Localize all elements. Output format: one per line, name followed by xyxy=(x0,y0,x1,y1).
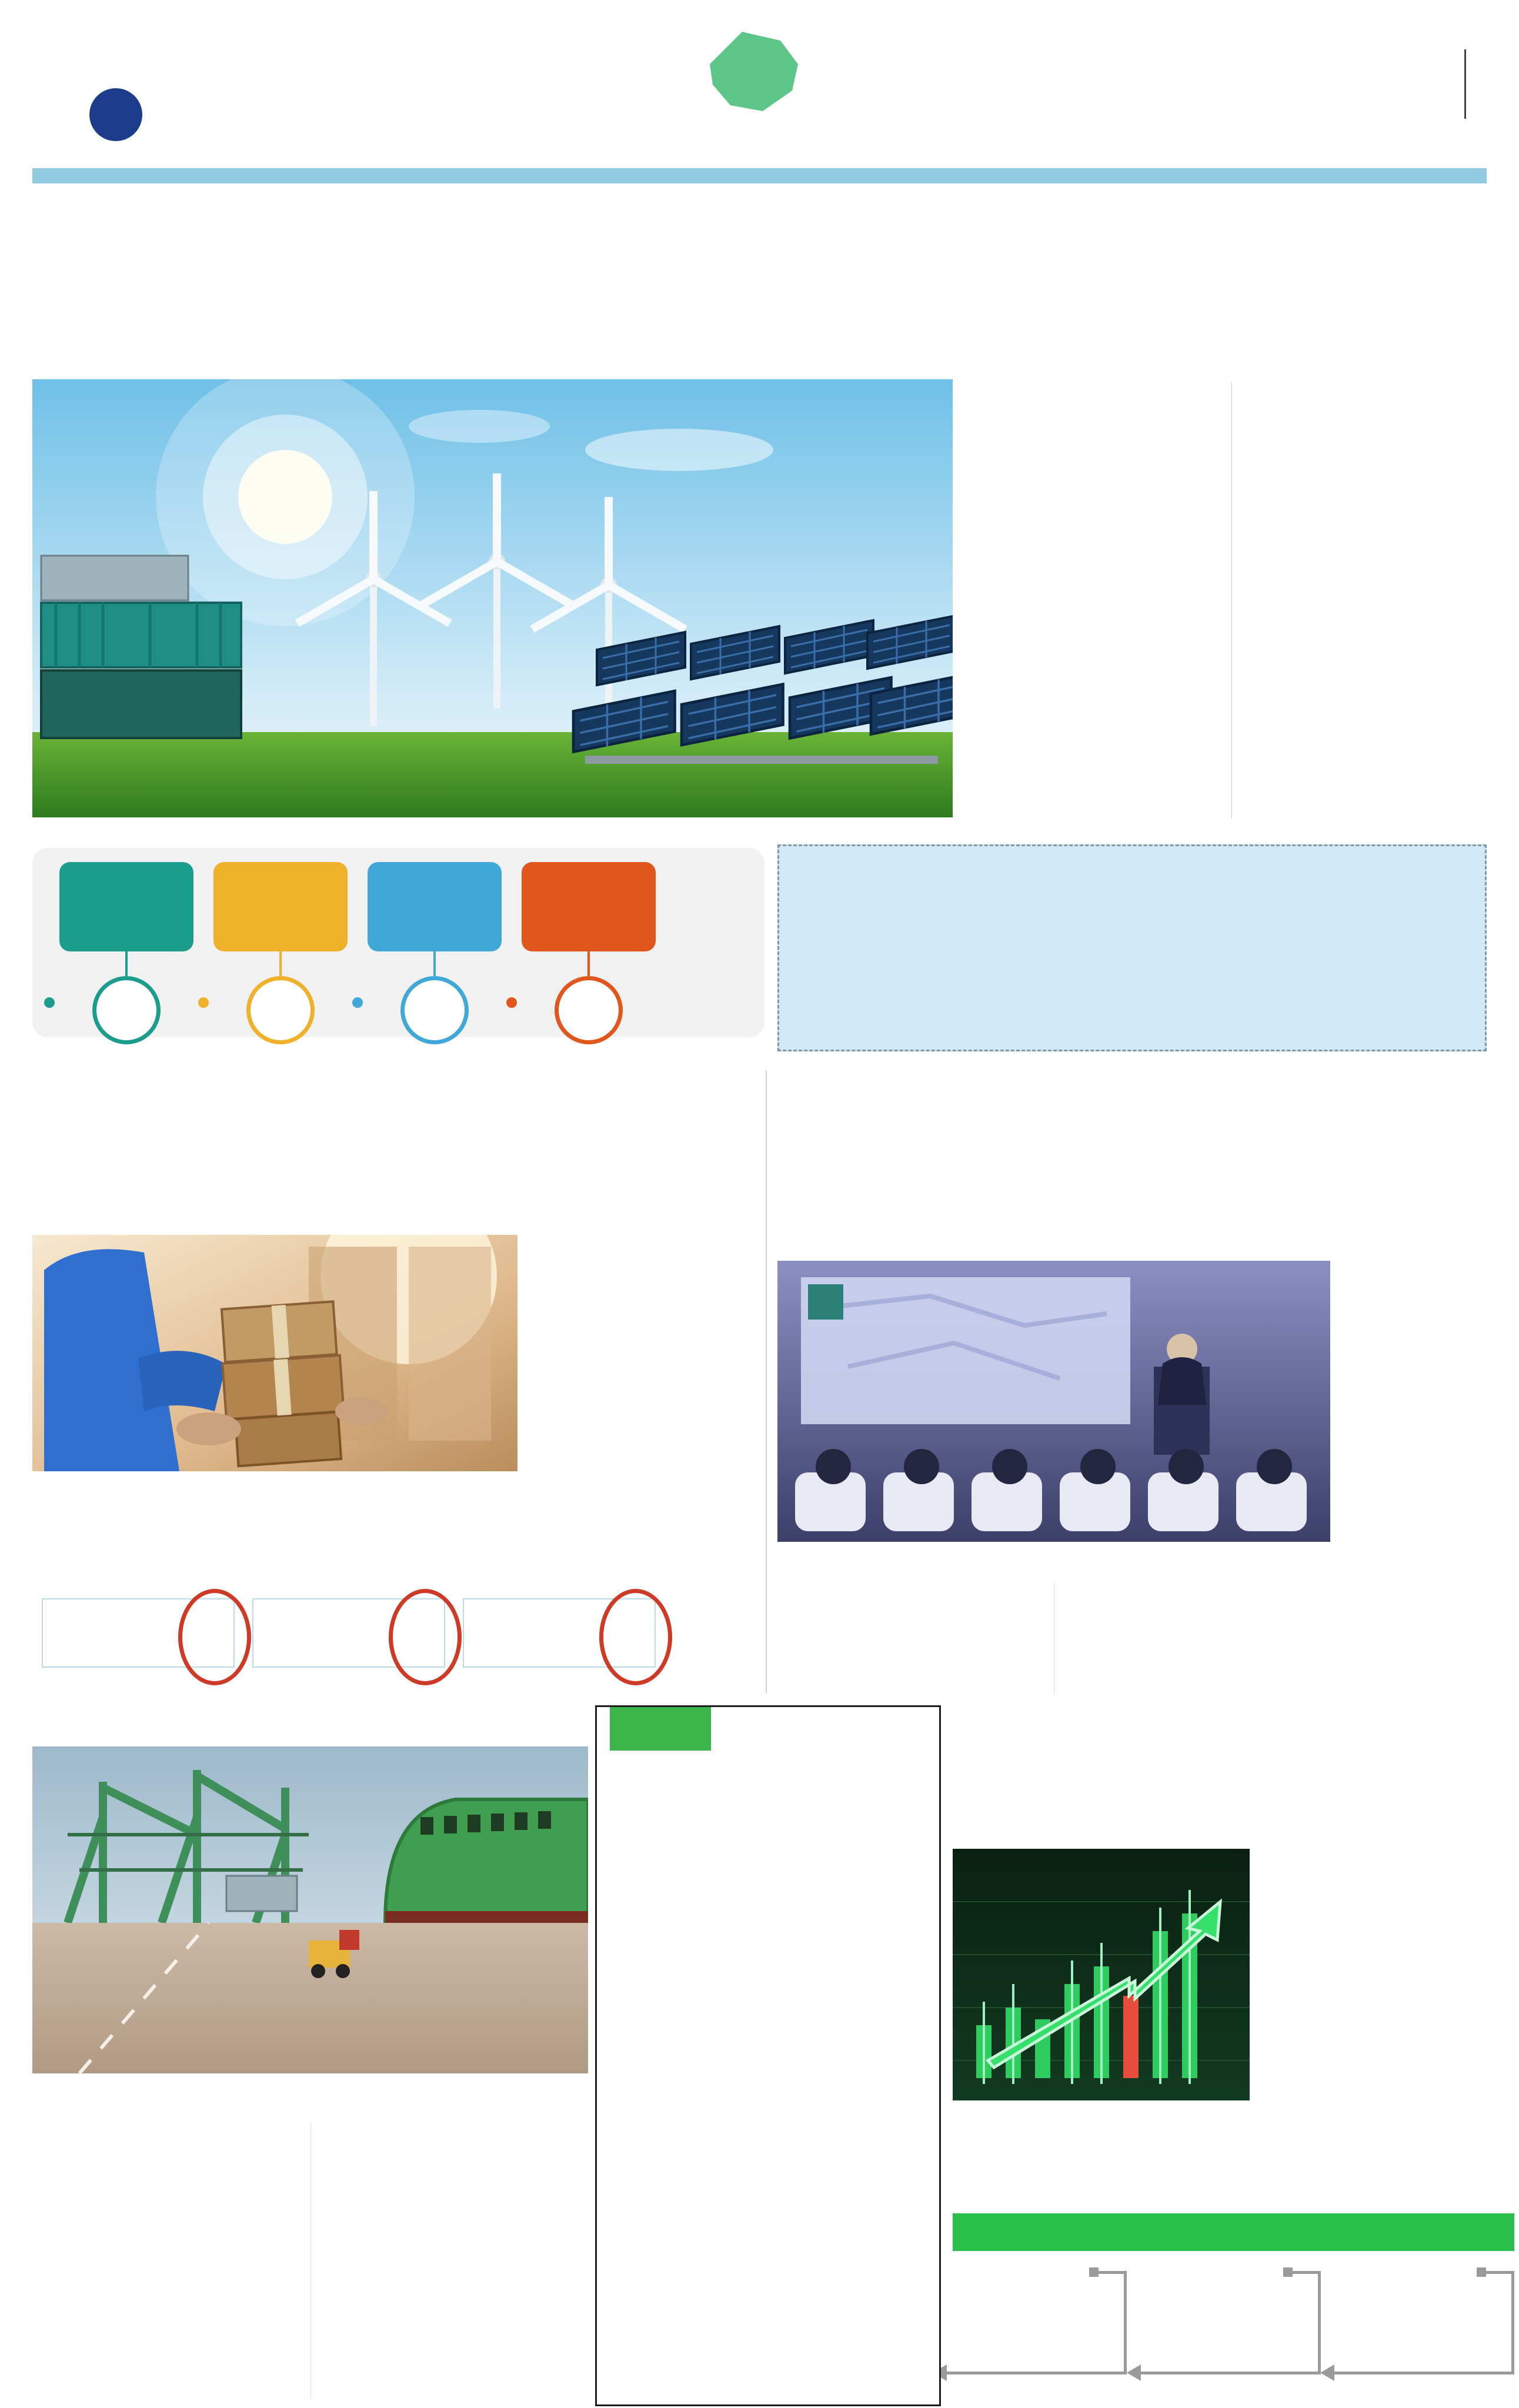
fact-number xyxy=(400,976,469,1044)
column-divider xyxy=(766,1070,767,1694)
tasi-body-right xyxy=(1263,1846,1514,2220)
fact-connector xyxy=(587,951,590,976)
share-item-makkah xyxy=(252,1598,445,1668)
fact-number xyxy=(555,976,623,1044)
lead-column-2 xyxy=(975,382,1214,819)
saudi-market-stats xyxy=(953,2270,1514,2396)
saudi-market-title-bar xyxy=(953,2213,1514,2251)
renewable-energy-photo xyxy=(32,379,953,817)
fact-item-4 xyxy=(49,862,203,1044)
share-item-madinah xyxy=(42,1598,235,1668)
share-item-riyadh xyxy=(463,1598,656,1668)
port-column-right xyxy=(311,2123,588,2399)
stat-bracket-arrow xyxy=(1127,2364,1141,2381)
fact-item-3 xyxy=(203,862,358,1044)
fact-dot xyxy=(44,997,55,1008)
delivery-photo xyxy=(32,1235,518,1471)
stat-bracket-arrow xyxy=(1320,2364,1334,2381)
date-divider xyxy=(1464,49,1466,119)
stat-bracket xyxy=(944,2372,1127,2374)
lead-column-1 xyxy=(1231,382,1487,819)
tasi-article xyxy=(953,1704,1514,2408)
transport-body-bottom xyxy=(32,1477,762,1582)
milestones-box xyxy=(777,844,1487,1051)
page-number-badge xyxy=(89,88,142,141)
stat-bracket xyxy=(1332,2372,1514,2374)
newspaper-logo xyxy=(654,8,866,163)
date-block xyxy=(1450,49,1480,119)
imf-article xyxy=(777,1058,1487,1701)
stat-turnover xyxy=(1340,2270,1514,2396)
lead-body xyxy=(975,382,1487,819)
lead-photo xyxy=(32,379,953,817)
stat-aramco xyxy=(953,2270,1127,2396)
header-rule xyxy=(32,168,1487,183)
stat-bracket xyxy=(1124,2271,1127,2374)
stat-bracket xyxy=(1097,2271,1127,2274)
facts-figures-strip xyxy=(32,848,764,1037)
stat-bracket xyxy=(1291,2271,1321,2274)
fact-connector xyxy=(279,951,282,976)
fact-connector xyxy=(125,951,128,976)
stat-bracket xyxy=(1511,2271,1514,2374)
briefs-box xyxy=(595,1705,941,2406)
imf-body-bottom xyxy=(777,1583,1330,1695)
albilad-logo-icon xyxy=(654,8,866,161)
fact-item-1 xyxy=(512,862,666,1044)
stat-bracket xyxy=(1139,2372,1321,2374)
market-share-strip xyxy=(32,1589,762,1677)
stat-bracket xyxy=(1318,2271,1321,2374)
fact-item-2 xyxy=(358,862,512,1044)
share-rank xyxy=(599,1589,672,1685)
fact-connector xyxy=(433,951,436,976)
stat-bracket xyxy=(1485,2271,1514,2274)
milestones-column-right xyxy=(1141,859,1470,866)
stat-gainers xyxy=(1147,2270,1321,2396)
fact-number xyxy=(246,976,315,1044)
share-rank xyxy=(389,1589,462,1685)
stock-chart-photo xyxy=(953,1849,1250,2100)
tasi-body-under-image xyxy=(953,2110,1250,2210)
port-photo xyxy=(32,1746,588,2073)
port-body xyxy=(32,2123,588,2399)
share-rank xyxy=(178,1589,251,1685)
port-article xyxy=(32,1686,588,2408)
fact-number xyxy=(92,976,161,1044)
port-column-left xyxy=(32,2123,294,2399)
saudi-map-icon xyxy=(710,32,798,111)
milestones-column-left xyxy=(794,859,1123,866)
briefs-tab xyxy=(610,1707,711,1751)
transport-article xyxy=(32,1058,762,1705)
